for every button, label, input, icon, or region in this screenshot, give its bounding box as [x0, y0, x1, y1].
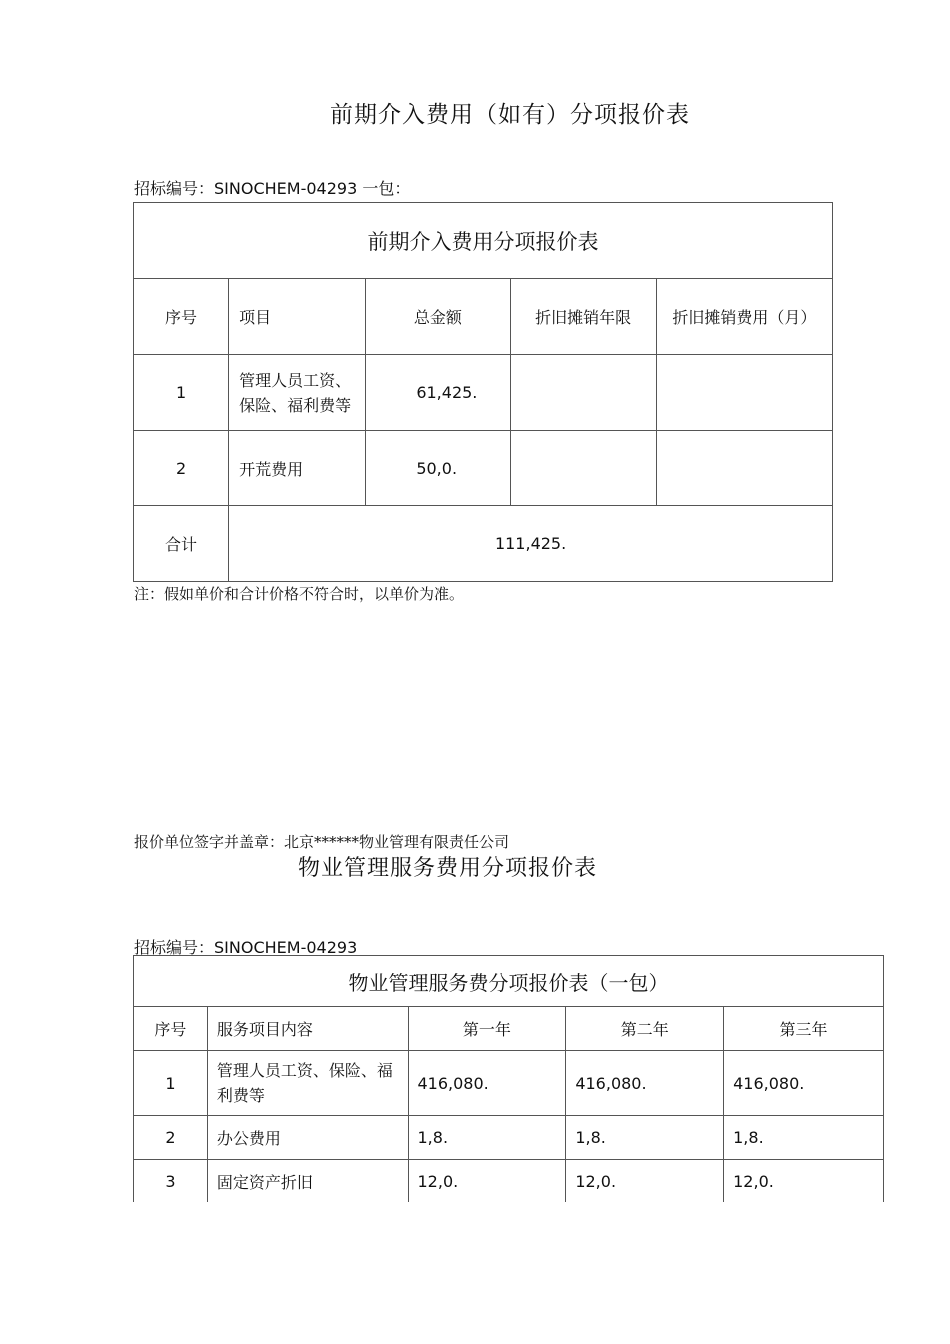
row-year1: 416,080. — [408, 1051, 566, 1116]
bid-label: 招标编号： — [134, 938, 215, 957]
row-year2: 1,8. — [566, 1116, 724, 1160]
header-cell: 第三年 — [724, 1007, 884, 1051]
row-number: 2 — [134, 1116, 208, 1160]
total-label: 合计 — [134, 506, 229, 582]
price-note: 注：假如单价和合计价格不符合时，以单价为准。 — [134, 585, 465, 603]
row-item: 管理人员工资、保险、福利费等 — [207, 1051, 408, 1116]
row-year3: 1,8. — [724, 1116, 884, 1160]
table-row — [134, 1116, 884, 1160]
table-header-row — [134, 1007, 884, 1051]
page-title: 前期介入费用（如有）分项报价表 — [330, 102, 690, 128]
row-years — [510, 355, 656, 431]
table-caption: 前期介入费用分项报价表 — [134, 203, 833, 279]
property-service-fee-table — [133, 955, 884, 1202]
header-cell: 第二年 — [566, 1007, 724, 1051]
table-header-row — [134, 279, 833, 355]
row-item: 开荒费用 — [229, 431, 366, 506]
header-cell: 序号 — [134, 279, 229, 355]
row-year3: 416,080. — [724, 1051, 884, 1116]
row-year3: 12,0. — [724, 1160, 884, 1203]
bid-suffix: 一包： — [357, 179, 411, 198]
header-cell: 服务项目内容 — [207, 1007, 408, 1051]
table-row — [134, 1051, 884, 1116]
row-item: 办公费用 — [207, 1116, 408, 1160]
total-value: 111,425. — [229, 506, 833, 582]
header-cell: 折旧摊销年限 — [510, 279, 656, 355]
row-amount: 50,0. — [366, 431, 510, 506]
table-row — [134, 1160, 884, 1203]
row-item: 管理人员工资、保险、福利费等 — [229, 355, 366, 431]
row-year1: 1,8. — [408, 1116, 566, 1160]
bid-number-line — [134, 176, 410, 199]
header-cell: 总金额 — [366, 279, 510, 355]
table-caption: 物业管理服务费分项报价表（一包） — [134, 956, 884, 1007]
bid-number: SINOCHEM-04293 — [214, 938, 358, 957]
table-row — [134, 355, 833, 431]
row-years — [510, 431, 656, 506]
row-year2: 416,080. — [566, 1051, 724, 1116]
table-total-row — [134, 506, 833, 582]
bid-number: SINOCHEM-04293 — [214, 179, 358, 198]
row-monthly — [656, 355, 832, 431]
row-year1: 12,0. — [408, 1160, 566, 1203]
row-number: 3 — [134, 1160, 208, 1203]
row-monthly — [656, 431, 832, 506]
row-item: 固定资产折旧 — [207, 1160, 408, 1203]
header-cell: 折旧摊销费用（月） — [656, 279, 832, 355]
header-cell: 序号 — [134, 1007, 208, 1051]
row-number: 1 — [134, 355, 229, 431]
row-number: 1 — [134, 1051, 208, 1116]
section-title: 物业管理服务费用分项报价表 — [297, 856, 597, 881]
table-row — [134, 431, 833, 506]
row-amount: 61,425. — [366, 355, 510, 431]
pre-intervention-fee-table — [133, 202, 833, 582]
row-number: 2 — [134, 431, 229, 506]
header-cell: 第一年 — [408, 1007, 566, 1051]
header-cell: 项目 — [229, 279, 366, 355]
signature-line: 报价单位签字并盖章：北京******物业管理有限责任公司 — [134, 833, 510, 851]
bid-label: 招标编号： — [134, 179, 215, 198]
row-year2: 12,0. — [566, 1160, 724, 1203]
